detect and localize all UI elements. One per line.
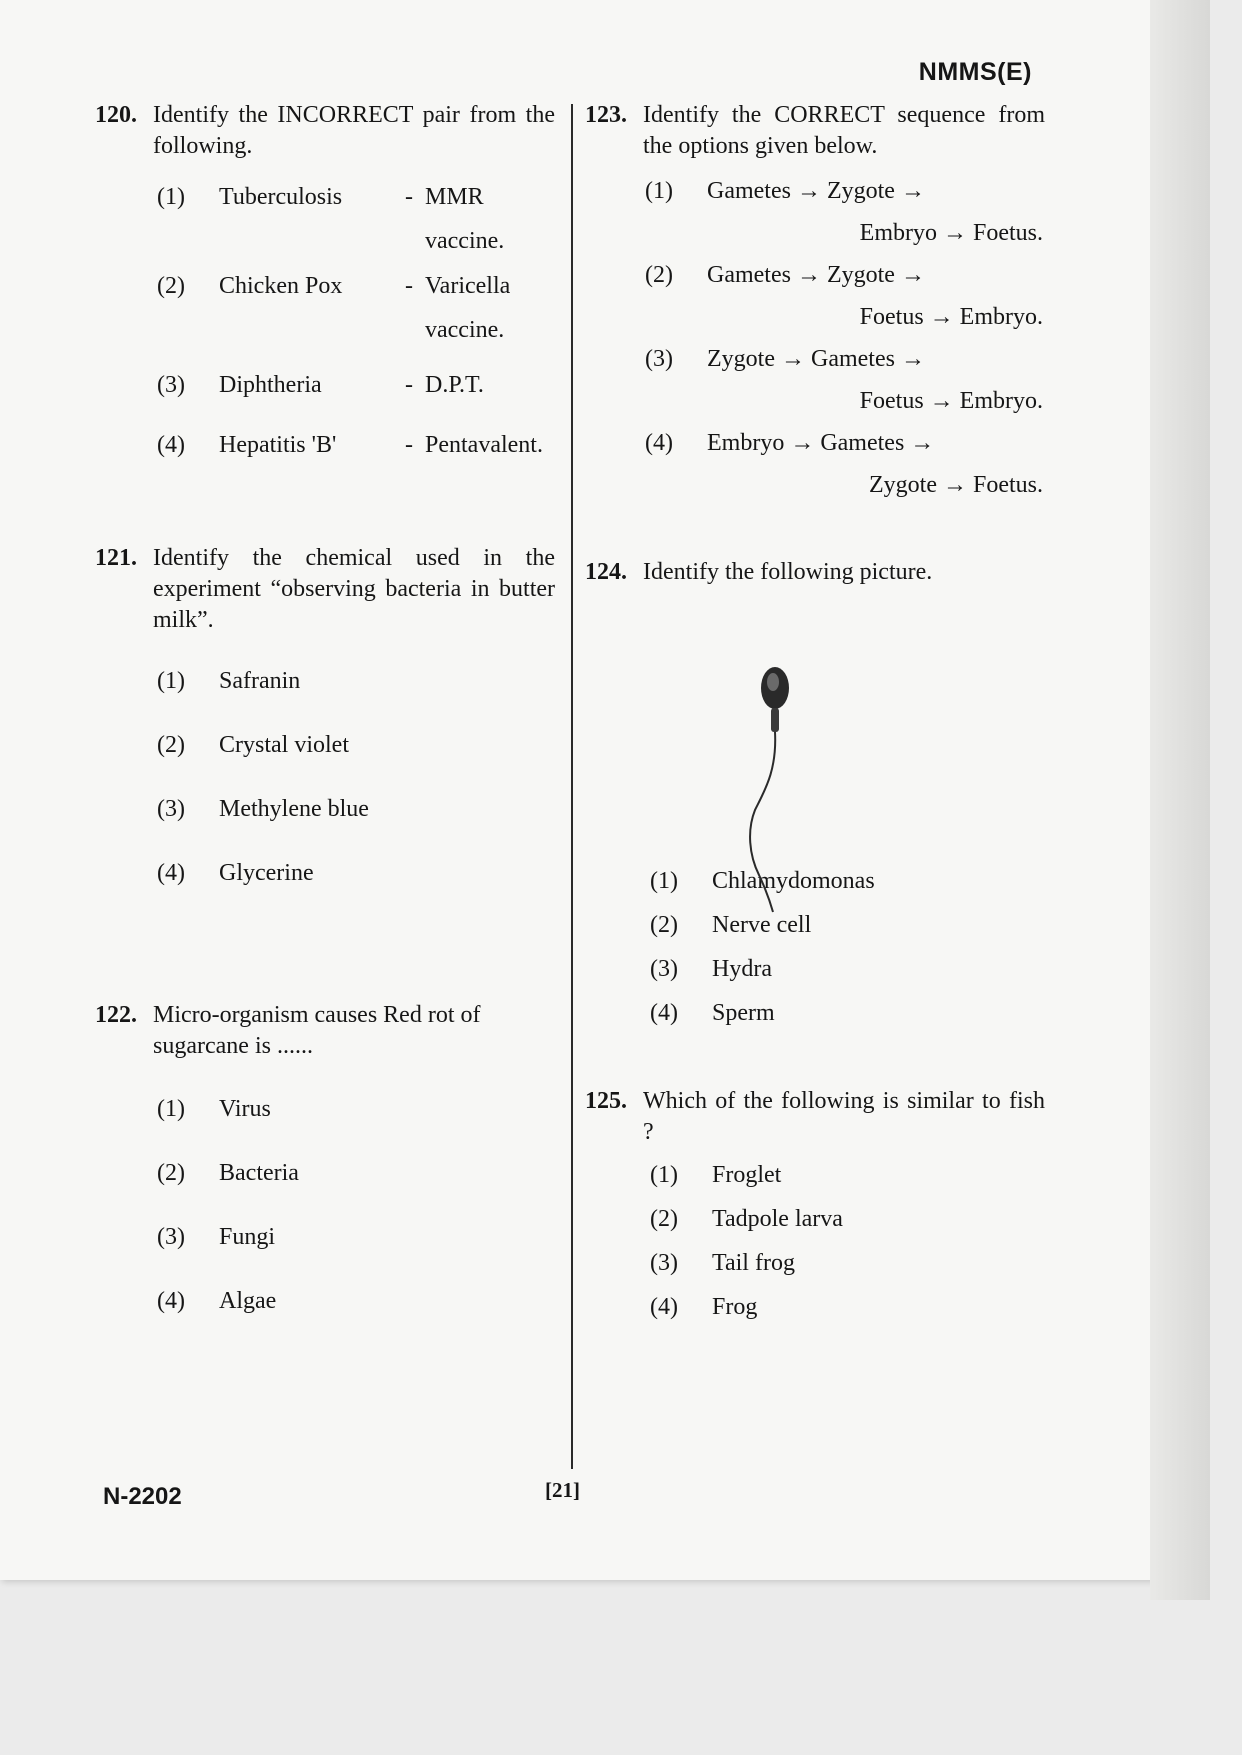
option-text: Safranin <box>219 668 301 694</box>
option-1 <box>157 182 555 263</box>
option-number: (4) <box>157 432 185 458</box>
option-number: (1) <box>157 668 185 694</box>
question-number: 124. <box>585 559 627 585</box>
page-number: [21] <box>545 1478 580 1502</box>
option-2 <box>157 271 555 352</box>
option-text: Virus <box>219 1096 271 1122</box>
question-number: 121. <box>95 545 137 571</box>
exam-code-header: NMMS(E) <box>918 58 1032 86</box>
option-number: (1) <box>157 1096 185 1122</box>
option-1 <box>157 1094 555 1124</box>
option-3 <box>157 1222 555 1252</box>
option-number: (4) <box>157 860 185 886</box>
vaccine: Varicella vaccine. <box>425 273 511 343</box>
option-number: (1) <box>650 868 678 894</box>
sequence-line-1: Embryo → Gametes → <box>707 430 935 456</box>
disease: Diphtheria <box>219 372 322 398</box>
option-number: (1) <box>650 1162 678 1188</box>
option-number: (2) <box>645 262 673 288</box>
question-122 <box>95 1000 555 1316</box>
question-120 <box>95 100 555 460</box>
question-121 <box>95 543 555 888</box>
option-2 <box>645 260 1045 332</box>
option-1 <box>645 176 1045 248</box>
option-number: (1) <box>157 184 185 210</box>
options-list <box>157 182 555 460</box>
question-text: Identify the CORRECT sequence from the options given below. <box>643 102 1045 159</box>
dash: - <box>405 273 413 299</box>
vaccine: MMR vaccine. <box>425 184 505 254</box>
option-number: (4) <box>650 1000 678 1026</box>
sequence-line-1: Gametes → Zygote → <box>707 178 925 204</box>
option-text: Chlamydomonas <box>712 868 875 894</box>
question-number: 125. <box>585 1088 627 1114</box>
option-3 <box>650 954 1045 984</box>
option-number: (2) <box>157 732 185 758</box>
question-124 <box>585 557 1045 1028</box>
option-number: (3) <box>157 796 185 822</box>
column-divider <box>571 104 573 1469</box>
option-number: (4) <box>157 1288 185 1314</box>
options-list <box>157 666 555 888</box>
question-text: Identify the following picture. <box>643 559 933 585</box>
option-number: (3) <box>650 1250 678 1276</box>
option-number: (3) <box>157 372 185 398</box>
paper-code: N-2202 <box>103 1483 182 1510</box>
option-text: Froglet <box>712 1162 782 1188</box>
option-text: Frog <box>712 1294 758 1320</box>
sperm-midpiece <box>771 708 779 732</box>
sperm-nucleus <box>767 673 779 691</box>
option-2 <box>157 1158 555 1188</box>
option-number: (3) <box>157 1224 185 1250</box>
option-text: Algae <box>219 1288 277 1314</box>
option-text: Hydra <box>712 956 772 982</box>
option-number: (3) <box>650 956 678 982</box>
option-text: Tadpole larva <box>712 1206 843 1232</box>
sequence-line-1: Gametes → Zygote → <box>707 262 925 288</box>
question-number: 120. <box>95 102 137 128</box>
sperm-tail <box>750 732 775 912</box>
sequence-line-2: Zygote → Foetus. <box>869 472 1043 498</box>
options-list <box>157 1094 555 1316</box>
question-number: 123. <box>585 102 627 128</box>
left-column <box>95 100 555 1316</box>
sequence-line-2: Embryo → Foetus. <box>859 220 1043 246</box>
sequence-line-2: Foetus → Embryo. <box>859 304 1043 330</box>
option-4 <box>650 998 1045 1028</box>
disease: Chicken Pox <box>219 273 343 299</box>
option-text: Fungi <box>219 1224 276 1250</box>
question-number: 122. <box>95 1002 137 1028</box>
options-list <box>650 1160 1045 1322</box>
question-text: Identify the INCORRECT pair from the following. <box>153 102 555 159</box>
options-list <box>650 866 1045 1028</box>
option-4 <box>157 1286 555 1316</box>
sequence-line-2: Foetus → Embryo. <box>859 388 1043 414</box>
option-text: Sperm <box>712 1000 775 1026</box>
sperm-cell-illustration <box>745 660 805 920</box>
option-3 <box>157 794 555 824</box>
option-3 <box>650 1248 1045 1278</box>
option-number: (4) <box>650 1294 678 1320</box>
option-text: Methylene blue <box>219 796 369 822</box>
option-3 <box>157 370 555 400</box>
vaccine: D.P.T. <box>425 372 484 398</box>
option-number: (3) <box>645 346 673 372</box>
page-edge <box>1150 0 1210 1600</box>
option-number: (2) <box>157 273 185 299</box>
option-text: Nerve cell <box>712 912 812 938</box>
option-number: (1) <box>645 178 673 204</box>
vaccine: Pentavalent. <box>425 432 543 458</box>
option-1 <box>650 866 1045 896</box>
option-1 <box>650 1160 1045 1190</box>
dash: - <box>405 432 413 458</box>
option-4 <box>645 428 1045 500</box>
option-2 <box>157 730 555 760</box>
option-4 <box>650 1292 1045 1322</box>
option-1 <box>157 666 555 696</box>
disease: Hepatitis 'B' <box>219 432 337 458</box>
sequence-line-1: Zygote → Gametes → <box>707 346 925 372</box>
question-123 <box>585 100 1045 500</box>
right-column <box>585 100 1045 1322</box>
option-number: (2) <box>650 912 678 938</box>
option-number: (2) <box>157 1160 185 1186</box>
option-4 <box>157 430 555 460</box>
dash: - <box>405 372 413 398</box>
question-text: Micro-organism causes Red rot of sugarcane is ...... <box>153 1002 481 1059</box>
option-4 <box>157 858 555 888</box>
options-list <box>645 176 1045 500</box>
question-text: Which of the following is similar to fish ? <box>643 1088 1045 1145</box>
option-number: (4) <box>645 430 673 456</box>
option-text: Glycerine <box>219 860 314 886</box>
disease: Tuberculosis <box>219 184 343 210</box>
option-text: Tail frog <box>712 1250 795 1276</box>
option-number: (2) <box>650 1206 678 1232</box>
option-2 <box>650 910 1045 940</box>
question-125 <box>585 1086 1045 1322</box>
option-2 <box>650 1204 1045 1234</box>
question-text: Identify the chemical used in the experiment “observing bacteria in butter milk”. <box>153 545 555 633</box>
option-text: Bacteria <box>219 1160 299 1186</box>
option-text: Crystal violet <box>219 732 349 758</box>
dash: - <box>405 184 413 210</box>
option-3 <box>645 344 1045 416</box>
